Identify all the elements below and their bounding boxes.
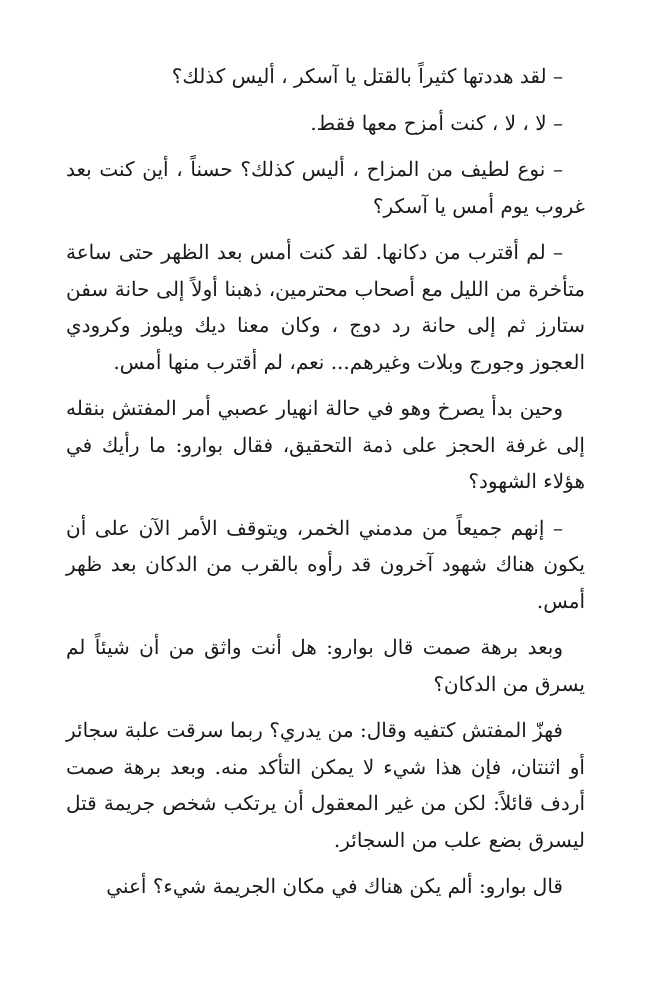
paragraph-narration-4: قال بوارو: ألم يكن هناك في مكان الجريمة شيء؟ أعني [106, 874, 563, 898]
paragraph-dialogue-4: – لم أقترب من دكانها. لقد كنت أمس بعد الظهر حتى ساعة متأخرة من الليل مع أصحاب محترمين، ذهبنا أولاً إلى حانة سفن ستارز ثم إلى حانة رد دوج ، وكان معنا ديك ويلوز وكرودي العجوز وجورج وبلات وغيرهم... نعم، لم أقترب منها أمس. [66, 240, 585, 374]
paragraph-narration-3: فهزّ المفتش كتفيه وقال: من يدري؟ ربما سرقت علبة سجائر أو اثنتان، فإن هذا شيء لا يمكن التأكد منه. وبعد برهة صمت أردف قائلاً: لكن من غير المعقول أن يرتكب شخص جريمة قتل ليسرق بضع علب من السجائر. [66, 718, 585, 852]
paragraph-narration-2: وبعد برهة صمت قال بوارو: هل أنت واثق من أن شيئاً لم يسرق من الدكان؟ [66, 635, 585, 696]
paragraph-dialogue-3: – نوع لطيف من المزاح ، أليس كذلك؟ حسناً ، أين كنت بعد غروب يوم أمس يا آسكر؟ [66, 157, 585, 218]
paragraph-dialogue-1: – لقد هددتها كثيراً بالقتل يا آسكر ، أليس كذلك؟ [171, 64, 563, 88]
paragraph-dialogue-2: – لا ، لا ، كنت أمزح معها فقط. [310, 110, 563, 135]
paragraph-narration-1: وحين بدأ يصرخ وهو في حالة انهيار عصبي أمر المفتش بنقله إلى غرفة الحجز على ذمة التحقيق، فقال بوارو: ما رأيك في هؤلاء الشهود؟ [66, 396, 585, 493]
paragraph-dialogue-5: – إنهم جميعاً من مدمني الخمر، ويتوقف الأمر الآن على أن يكون هناك شهود آخرون قد رأوه بالقرب من الدكان بعد ظهر أمس. [66, 515, 585, 613]
